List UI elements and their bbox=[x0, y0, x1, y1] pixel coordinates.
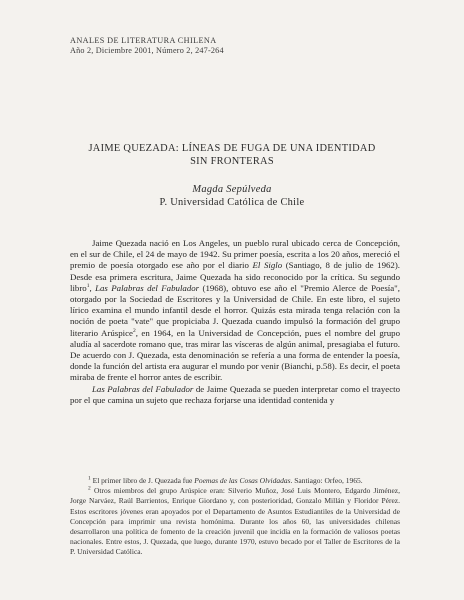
paragraph-1 bbox=[70, 238, 400, 384]
article-body bbox=[70, 238, 400, 406]
text-run: Otros miembros del grupo Arúspice eran: Silverio Muñoz, José Luis Montero, Edgardo Jiménez, Jorge Narváez, Raúl Barrientos, Enrique Giordano y, con posterioridad, Gonzalo Millán y Floridor Pérez. Estos escritores jóvenes eran apoyados por el Departamento de Asuntos Estudiantiles de la Universidad de Concepción para imprimir una revista homónima. Durante los años 60, las universidades chilenas desarrollaron una política de fomento de la creación juvenil que incidía en la formación de valiosos poetas nacionales. Entre estos, J. Quezada, que luego, durante 1970, estuvo becado por el Taller de Escritores de la P. Universidad Católica. bbox=[70, 486, 400, 557]
text-run: (1968), obtuvo ese año el "Premio Alerce de Poesía", otorgado por la Sociedad de Escritores y la Universidad de Chile. En este libro, el sujeto lírico examina el mundo infantil desde el horror. Quizás esta mirada tenga relación con la noción de poeta "vate" que propiciaba J. Quezada cuando impulsó la formación del grupo literario Arúspice bbox=[70, 282, 400, 338]
text-run: El primer libro de J. Quezada fue bbox=[90, 476, 195, 485]
author-block bbox=[0, 183, 464, 209]
footnote-ref-1[interactable]: 1 bbox=[86, 282, 90, 289]
paragraph-2 bbox=[70, 384, 400, 406]
italic-title: Las Palabras del Fabulador bbox=[92, 383, 194, 394]
author-name: Magda Sepúlveda bbox=[192, 184, 272, 195]
footnote-1 bbox=[70, 476, 400, 486]
text-run: de Jaime Quezada se pueden interpretar como el trayecto por el que camina un sujeto que rechaza forjarse una identidad contenida y bbox=[70, 383, 401, 405]
text-run: . Santiago: Orfeo, 1965. bbox=[290, 476, 363, 485]
italic-title: Las Palabras del Fabulador bbox=[95, 282, 200, 293]
footnote-ref-2[interactable]: 2 bbox=[132, 327, 136, 334]
author-affiliation: P. Universidad Católica de Chile bbox=[159, 197, 305, 208]
issue-info: Año 2, Diciembre 2001, Número 2, 247-264 bbox=[70, 46, 224, 55]
article-title bbox=[0, 142, 464, 168]
italic-title: El Siglo bbox=[252, 260, 283, 271]
footnote-2 bbox=[70, 486, 400, 557]
footnotes bbox=[70, 476, 400, 558]
italic-title: Poemas de las Cosas Olvidadas bbox=[194, 476, 291, 485]
title-line-2: SIN FRONTERAS bbox=[190, 156, 274, 167]
text-run: Jaime Quezada nació en Los Angeles, un pueblo rural ubicado cerca de Concepción, en el sur de Chile, el 24 de mayo de 1942. Su primer poesía, escrita a los 20 años, mereció el premio de poesía otorgado ese año por el diario bbox=[70, 238, 400, 271]
text-run: , en 1964, en la Universidad de Concepción, pues el nombre del grupo aludía al sacerdote romano que, tras mirar las vísceras de algún animal, presagiaba el futuro. De acuerdo con J. Quezada, esta denominación se refería a una forma de entender la poesía, donde la función del artista era augurar el mundo por venir (Bianchi, p.58). Es decir, el poeta miraba de frente el horror antes de escribir. bbox=[70, 327, 400, 383]
journal-name: ANALES DE LITERATURA CHILENA bbox=[70, 36, 217, 45]
footnote-number: 2 bbox=[88, 485, 91, 492]
text-run: (Santiago, 8 de julio de 1962). Desde esa primera escritura, Jaime Quezada ha sido reconocido por la crítica. Su segundo libro bbox=[70, 260, 401, 293]
footnote-number: 1 bbox=[88, 475, 91, 482]
title-line-1: JAIME QUEZADA: LÍNEAS DE FUGA DE UNA IDENTIDAD bbox=[88, 143, 376, 154]
running-head bbox=[70, 36, 224, 56]
text-run: , bbox=[89, 282, 96, 293]
